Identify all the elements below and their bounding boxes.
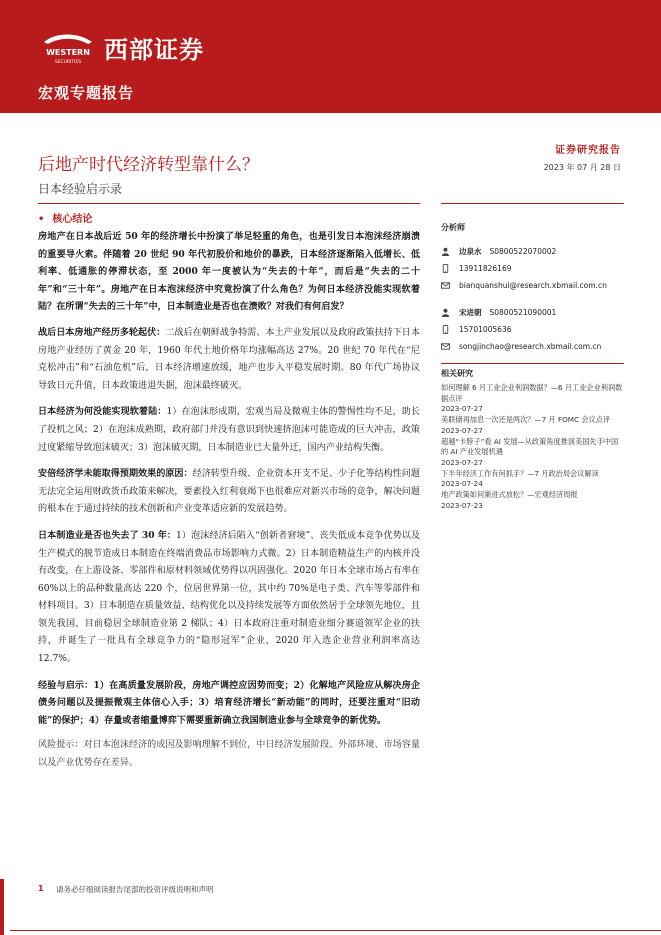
analyst-name: 边泉水 — [459, 247, 482, 256]
brand-logo-icon — [38, 28, 98, 66]
header-band — [0, 0, 661, 113]
analyst-email-row — [441, 277, 624, 294]
main-body — [38, 228, 420, 781]
analyst-phone-row — [441, 260, 624, 277]
related-title[interactable]: 美联储再加息一次还是两次？—7 月 FOMC 会议点评 — [441, 415, 611, 424]
analyst-email[interactable]: bianquanshui@research.xbmail.com.cn — [459, 281, 607, 290]
risk-warning: 风险提示：对日本泡沫经济的成因及影响理解不到位，中日经济发展阶段、外部环境、市场容量以及产业优势存在差异。 — [38, 740, 420, 769]
report-date: 2023 年 07 月 28 日 — [543, 163, 621, 172]
related-title[interactable]: 超越“卡脖子”看 AI 发展—从政策角度推演美国先手中国的 AI 产业发展机遇 — [441, 436, 619, 456]
related-item[interactable] — [441, 415, 624, 435]
core-heading-text: 核心结论 — [52, 214, 93, 225]
paragraph-lead: 战后日本房地产经历多轮起伏： — [38, 326, 166, 338]
related-label: 相关研究 — [441, 369, 473, 378]
related-divider — [441, 363, 624, 364]
bullet-icon: • — [38, 214, 45, 225]
paragraph-lead: 日本制造业是否也失去了 30 年： — [38, 529, 177, 541]
paragraph-lead: 安倍经济学未能取得预期效果的原因： — [38, 468, 193, 480]
logo-sub: SECURITIES — [54, 60, 82, 65]
mail-icon — [441, 281, 450, 290]
related-title[interactable]: 地产政策如何渐进式放松？—宏观经济周报 — [441, 490, 578, 499]
paragraph-text: 二战后在朝鲜战争特需、本土产业发展以及政府政策扶持下日本房地产业经历了黄金 20 年，1960 年代土地价格年均涨幅高达 27%。20 世纪 70 年代在“尼克松冲击”和“石油危机”后，日本经济增速放缓，地产也步入平稳发展时期。80 年代广场协议导致日元升值，日本政策进退失据，泡沫最终破灭。 — [38, 327, 420, 391]
related-date: 2023-07-27 — [441, 404, 483, 413]
section-paragraph — [38, 465, 420, 519]
related-title[interactable]: 如何理解 6 月工业企业利润数据？—6 月工业企业利润数据点评 — [441, 383, 623, 403]
related-list — [441, 383, 624, 510]
related-item[interactable] — [441, 469, 624, 489]
section-paragraph — [38, 324, 420, 395]
paragraph-lead: 日本经济为何没能实现软着陆： — [38, 406, 167, 418]
related-item[interactable] — [441, 437, 624, 467]
analyst-card — [441, 243, 624, 294]
paragraph-text: 1）在泡沫形成期，宏观当局及微观主体的警惕性均不足，助长了投机之风；2）在泡沫成熟期，政府部门并没有意识到快速挤泡沫可能造成的巨大冲击，政策过度紧缩导致泡沫破灭；3）泡沫破灭期，日本制造业已大量外迁，国内产业结构失衡。 — [38, 407, 420, 453]
page-title: 后地产时代经济转型靠什么？ — [38, 155, 259, 175]
related-item[interactable] — [441, 490, 624, 510]
analyst-phone: 13911826169 — [459, 264, 512, 273]
sidebar — [441, 222, 624, 512]
paragraph-text: 经济转型升级、企业资本开支不足、少子化等结构性问题无法完全运用财政货币政策来解决，要素投入红利衰竭下也很难应对新兴市场的竞争，解决问题的根本在于通过持续的技术创新和产业变革适应新的发展趋势。 — [38, 469, 420, 515]
intro-paragraph: 房地产在日本战后近 50 年的经济增长中扮演了举足轻重的角色，也是引发日本泡沫经济崩溃的重要导火索。伴随着 20 世纪 90 年代初股价和地价的暴跌，日本经济逐渐陷入低增长、低利率、低通胀的停滞状态，至 2000 年一度被认为“失去的十年”，而后是“失去的二十年”和“三十年”。房地产在日本泡沫经济中究竟扮演了什么角色？为何日本经济没能实现软着陆？在所谓“失去的三十年”中，日本制造业是否也在溃败？对我们有何启发？ — [38, 231, 420, 313]
paragraph-text: 1）泡沫经济后陷入“创新者窘境”、丧失低成本竞争优势以及生产模式的脱节造成日本制造在终端消费品市场影响力式微。2）日本制造精益生产的内核并没有改变，在上游设备、零部件和原材料领域优势得以巩固强化。2020 年日本全球市场占有率在 60%以上的品种数量高达 220 个，位居世界第一位，其中约 70%是电子类、汽车等零部件和材料项目。3）日本制造在质量效益、结构优化以及持续发展等方面依然居于全球领先地位，且领先我国，目前稳居全球制造业第 2 梯队；4）日本政府注重对制造业细分赛道领军企业的扶持，并诞生了一批具有全球竞争力的“隐形冠军”企业，2020 年入选企业营业利润率高达 12.7%。 — [38, 530, 420, 665]
section-paragraph — [38, 527, 420, 669]
footer-disclaimer: 请务必仔细阅读报告尾部的投资评级说明和声明 — [56, 885, 214, 894]
related-date: 2023-07-27 — [441, 457, 483, 467]
paragraph-text: 1）在高质量发展阶段，房地产调控应因势而变；2）化解地产风险应从解决房企债务问题以及提振微观主体信心入手；3）培育经济增长“新动能”的同时，还要注重对“旧动能”的保护；4）存量或者缩量博弈下需要重新确立我国制造业参与全球竞争的新优势。 — [38, 679, 420, 726]
phone-icon — [441, 264, 450, 273]
title-divider — [38, 203, 420, 204]
brand-name: 西部证券 — [104, 36, 204, 64]
related-date: 2023-07-23 — [441, 500, 483, 510]
analyst-card — [441, 304, 624, 355]
section-paragraph — [38, 403, 420, 457]
related-title[interactable]: 下半年经济工作有何抓手？—7 月政治局会议解读 — [441, 468, 599, 478]
related-item[interactable] — [441, 383, 624, 413]
phone-icon — [441, 325, 450, 334]
core-conclusion-heading — [38, 210, 92, 225]
report-type: 宏观专题报告 — [38, 84, 135, 102]
person-icon — [441, 308, 450, 317]
footer-divider — [10, 930, 661, 931]
analyst-name-row — [441, 304, 624, 321]
mail-icon — [441, 342, 450, 351]
paragraph-lead: 经验与启示： — [38, 679, 94, 691]
analyst-phone-row — [441, 321, 624, 338]
analyst-cert: S0800522070002 — [489, 247, 557, 256]
analyst-name-row — [441, 243, 624, 260]
analyst-cert: S0800521090001 — [489, 308, 557, 317]
page-subtitle: 日本经验启示录 — [38, 182, 123, 196]
related-date: 2023-07-27 — [441, 425, 483, 435]
footer-accent-bar — [0, 879, 4, 935]
analyst-phone: 15701005636 — [459, 325, 512, 334]
person-icon — [441, 247, 450, 256]
analyst-email[interactable]: songjinchao@research.xbmail.com.cn — [459, 342, 602, 351]
analyst-name: 宋进朝 — [459, 308, 482, 317]
section-paragraph — [38, 677, 420, 730]
analyst-email-row — [441, 338, 624, 355]
page-number: 1 — [38, 884, 44, 893]
related-date: 2023-07-24 — [441, 479, 483, 488]
logo-word: WESTERN — [46, 48, 90, 57]
analyst-label: 分析师 — [441, 223, 465, 232]
sidebar-divider — [441, 203, 624, 204]
report-category: 证券研究报告 — [555, 145, 621, 156]
